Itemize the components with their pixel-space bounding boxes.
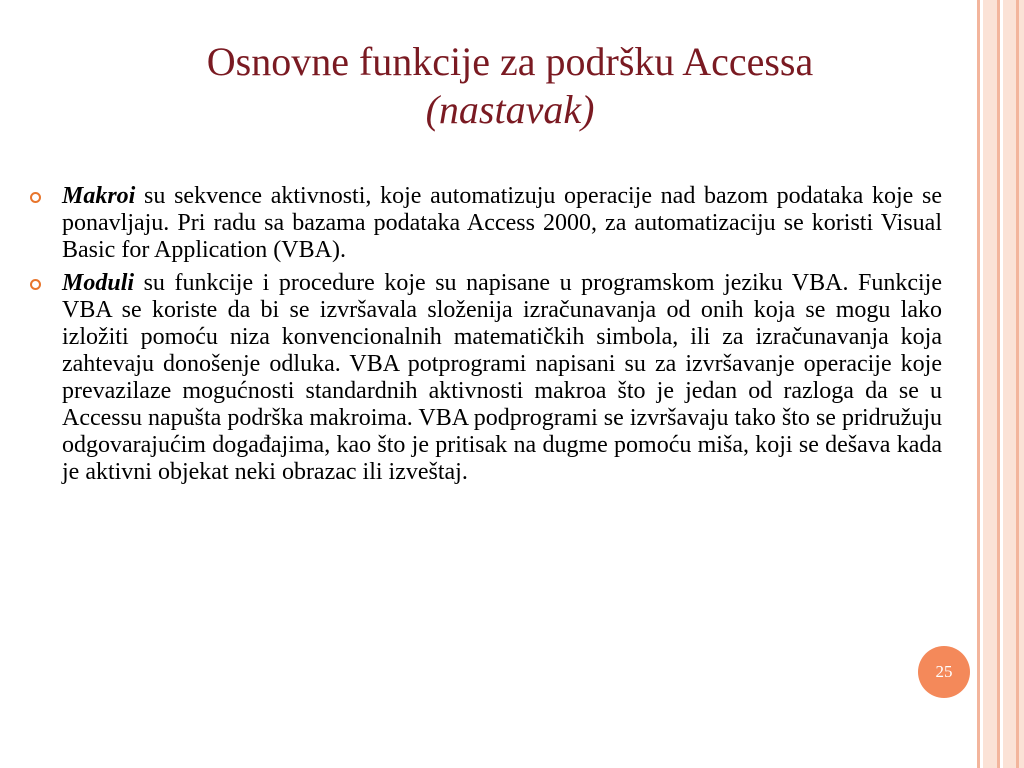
bullet-item-moduli (30, 270, 942, 486)
bullet-term: Moduli (62, 270, 135, 296)
bullet-text: su funkcije i procedure koje su napisane u programskom jeziku VBA. Funkcije VBA se koriste da bi se izvršavala složenija izračunavanja od onih koja se mogu lako izložiti pomoću niza konvencionalnih matematičkih simbola, ili za izračunavanja koja zahtevaju donošenje odluka. VBA potprogrami napisani su za izvršavanje operacije koje prevazilaze mogućnosti standardnih aktivnosti makroa što je jedan od razloga da se u Accessu napušta podrška makroima. VBA podprogrami se izvršavaju tako što se pridružuju odgovarajućim događajima, kao što je pritisak na dugme pomoću miša, koji se dešava kada je aktivni objekat neki obrazac ili izveštaj. (62, 270, 942, 485)
decorative-stripe (1003, 0, 1016, 768)
bullet-list (30, 183, 942, 492)
bullet-term: Makroi (62, 183, 136, 209)
slide-title-main: Osnovne funkcije za podršku Accessa (206, 39, 814, 84)
slide-title-subtitle: (nastavak) (425, 87, 595, 132)
slide-title (60, 38, 960, 134)
bullet-item-makroi (30, 183, 942, 264)
decorative-stripe (983, 0, 997, 768)
decorative-stripe (977, 0, 980, 768)
bullet-circle-icon (30, 279, 41, 290)
decorative-stripe (1019, 0, 1024, 768)
decorative-stripe (997, 0, 1000, 768)
bullet-text: su sekvence aktivnosti, koje automatizuju operacije nad bazom podataka koje se ponavljaju. Pri radu sa bazama podataka Access 2000, za automatizaciju se koristi Visual Basic for Application (VBA). (62, 183, 942, 263)
bullet-circle-icon (30, 192, 41, 203)
page-number-badge: 25 (918, 646, 970, 698)
